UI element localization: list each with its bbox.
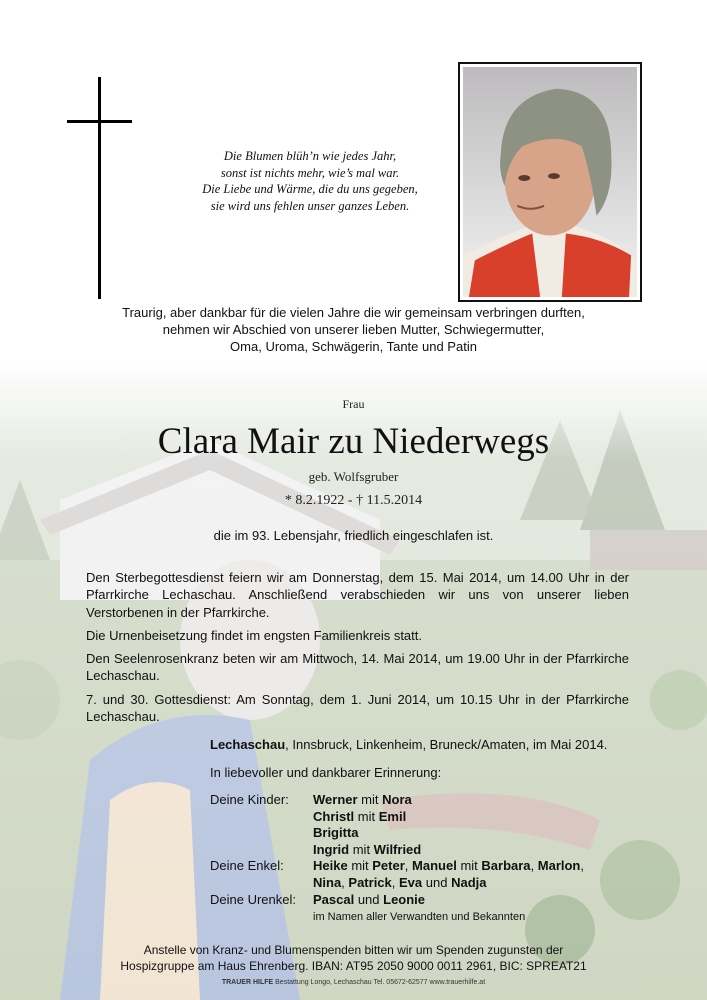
child-name: Ingrid xyxy=(313,841,350,857)
connector: , xyxy=(580,858,585,874)
child-entry xyxy=(313,842,421,859)
grandchild-name: Heike xyxy=(313,858,348,874)
family-row xyxy=(210,908,584,926)
donation-line: Hospizgruppe am Haus Ehrenberg. IBAN: AT95 2050 9000 0011 2961, BIC: SPREAT21 xyxy=(120,959,587,973)
child-entry xyxy=(313,792,412,809)
service-details xyxy=(86,569,629,731)
connector: mit xyxy=(354,808,379,824)
family-row-great-grandchildren xyxy=(210,892,584,909)
age-line: die im 93. Lebensjahr, friedlich eingeschlafen ist. xyxy=(213,528,494,543)
intro-line: nehmen wir Abschied von unserer lieben Mutter, Schwiegermutter, xyxy=(162,322,545,337)
connector: und xyxy=(422,874,452,890)
connector: , xyxy=(530,858,538,874)
family-row xyxy=(210,875,584,892)
connector: , xyxy=(341,874,349,890)
family-row-grandchildren xyxy=(210,858,584,875)
footer-brand: TRAUER HILFE xyxy=(221,979,274,986)
great-grandchild-name: Leonie xyxy=(383,891,426,907)
connector: mit xyxy=(456,858,482,874)
maiden-name: geb. Wolfsgruber xyxy=(308,469,399,484)
family-row xyxy=(210,825,584,842)
connector: , xyxy=(404,858,413,874)
poem-line: Die Blumen blüh’n wie jedes Jahr, xyxy=(223,149,397,163)
child-name: Christl xyxy=(313,808,355,824)
child-entry xyxy=(313,825,359,842)
poem-line: Die Liebe und Wärme, die du uns gegeben, xyxy=(202,182,418,196)
donation-notice xyxy=(0,942,707,974)
family-row xyxy=(210,809,584,826)
place-rest: , Innsbruck, Linkenheim, Bruneck/Amaten, im Mai 2014. xyxy=(285,737,608,752)
memorial-mass-paragraph: 7. und 30. Gottesdienst: Am Sonntag, dem 1. Juni 2014, um 10.15 Uhr in der Pfarrkirche Lechaschau. xyxy=(86,691,629,725)
children-label: Deine Kinder: xyxy=(210,792,289,807)
portrait-photo xyxy=(458,62,642,302)
connector: mit xyxy=(357,792,383,807)
great-grandchild-name: Pascal xyxy=(313,891,355,907)
great-grandchildren-line xyxy=(313,892,425,909)
grandchild-name: Eva xyxy=(399,874,423,890)
family-row xyxy=(210,842,584,859)
family-row-children xyxy=(210,792,584,809)
connector: , xyxy=(391,874,400,890)
funeral-home-footer xyxy=(0,979,707,986)
spacer xyxy=(210,908,313,926)
donation-line: Anstelle von Kranz- und Blumenspenden bitten wir um Spenden zugunsten der xyxy=(143,943,564,957)
spacer xyxy=(210,809,313,826)
partner-name: Nora xyxy=(382,792,412,807)
great-grandchildren-label: Deine Urenkel: xyxy=(210,891,296,907)
relatives-line: im Namen aller Verwandten und Bekannten xyxy=(313,911,526,924)
memorial-poem xyxy=(180,148,440,214)
child-entry xyxy=(313,809,406,826)
place-date-line xyxy=(210,737,607,752)
family-list xyxy=(210,792,584,926)
partner-name: Emil xyxy=(378,808,407,824)
grandchild-name: Patrick xyxy=(348,874,392,890)
grandchild-name: Marlon xyxy=(537,858,581,874)
memory-line: In liebevoller und dankbarer Erinnerung: xyxy=(210,765,442,780)
grandchild-partner-name: Peter xyxy=(372,858,405,874)
place-main: Lechaschau xyxy=(210,737,286,752)
partner-name: Wilfried xyxy=(373,841,422,857)
urn-burial-paragraph: Die Urnenbeisetzung findet im engsten Familienkreis statt. xyxy=(86,627,422,643)
grandchildren-line xyxy=(313,858,584,875)
poem-line: sie wird uns fehlen unser ganzes Leben. xyxy=(210,198,410,213)
grandchildren-label: Deine Enkel: xyxy=(210,858,284,874)
connector: und xyxy=(354,891,384,907)
grandchild-partner-name: Barbara xyxy=(481,858,531,874)
intro-line: Traurig, aber dankbar für die vielen Jahre die wir gemeinsam verbringen durften, xyxy=(122,305,585,320)
intro-line: Oma, Uroma, Schwägerin, Tante und Patin xyxy=(230,339,477,354)
connector: mit xyxy=(347,858,373,874)
spacer xyxy=(210,875,313,892)
spacer xyxy=(210,825,313,842)
funeral-mass-paragraph: Den Sterbegottesdienst feiern wir am Donnerstag, dem 15. Mai 2014, um 14.00 Uhr in der Pfarrkirche Lechaschau. Anschließend verabschieden wir uns von unserer lieben Verstorbenen in der Pfarrkirche. xyxy=(86,570,629,620)
rosary-paragraph: Den Seelenrosenkranz beten wir am Mittwoch, 14. Mai 2014, um 19.00 Uhr in der Pfarrkirche Lechaschau. xyxy=(86,651,629,684)
salutation: Frau xyxy=(342,397,365,411)
cross-icon xyxy=(98,77,101,299)
spacer xyxy=(210,842,313,859)
grandchildren-line xyxy=(313,875,486,892)
grandchild-name: Manuel xyxy=(412,858,457,874)
poem-line: sonst ist nichts mehr, wie’s mal war. xyxy=(220,165,400,180)
deceased-name: Clara Mair zu Niederwegs xyxy=(157,421,550,462)
child-name: Brigitta xyxy=(313,825,359,841)
child-name: Werner xyxy=(313,792,358,807)
cross-icon-crossbar xyxy=(67,120,132,123)
life-dates: * 8.2.1922 - † 11.5.2014 xyxy=(284,493,423,508)
footer-text: Bestattung Longo, Lechaschau Tel. 05672-62577 www.trauerhilfe.at xyxy=(273,979,486,986)
connector: mit xyxy=(349,841,374,857)
intro-text xyxy=(60,304,647,355)
grandchild-name: Nadja xyxy=(451,874,487,890)
grandchild-name: Nina xyxy=(313,874,342,890)
